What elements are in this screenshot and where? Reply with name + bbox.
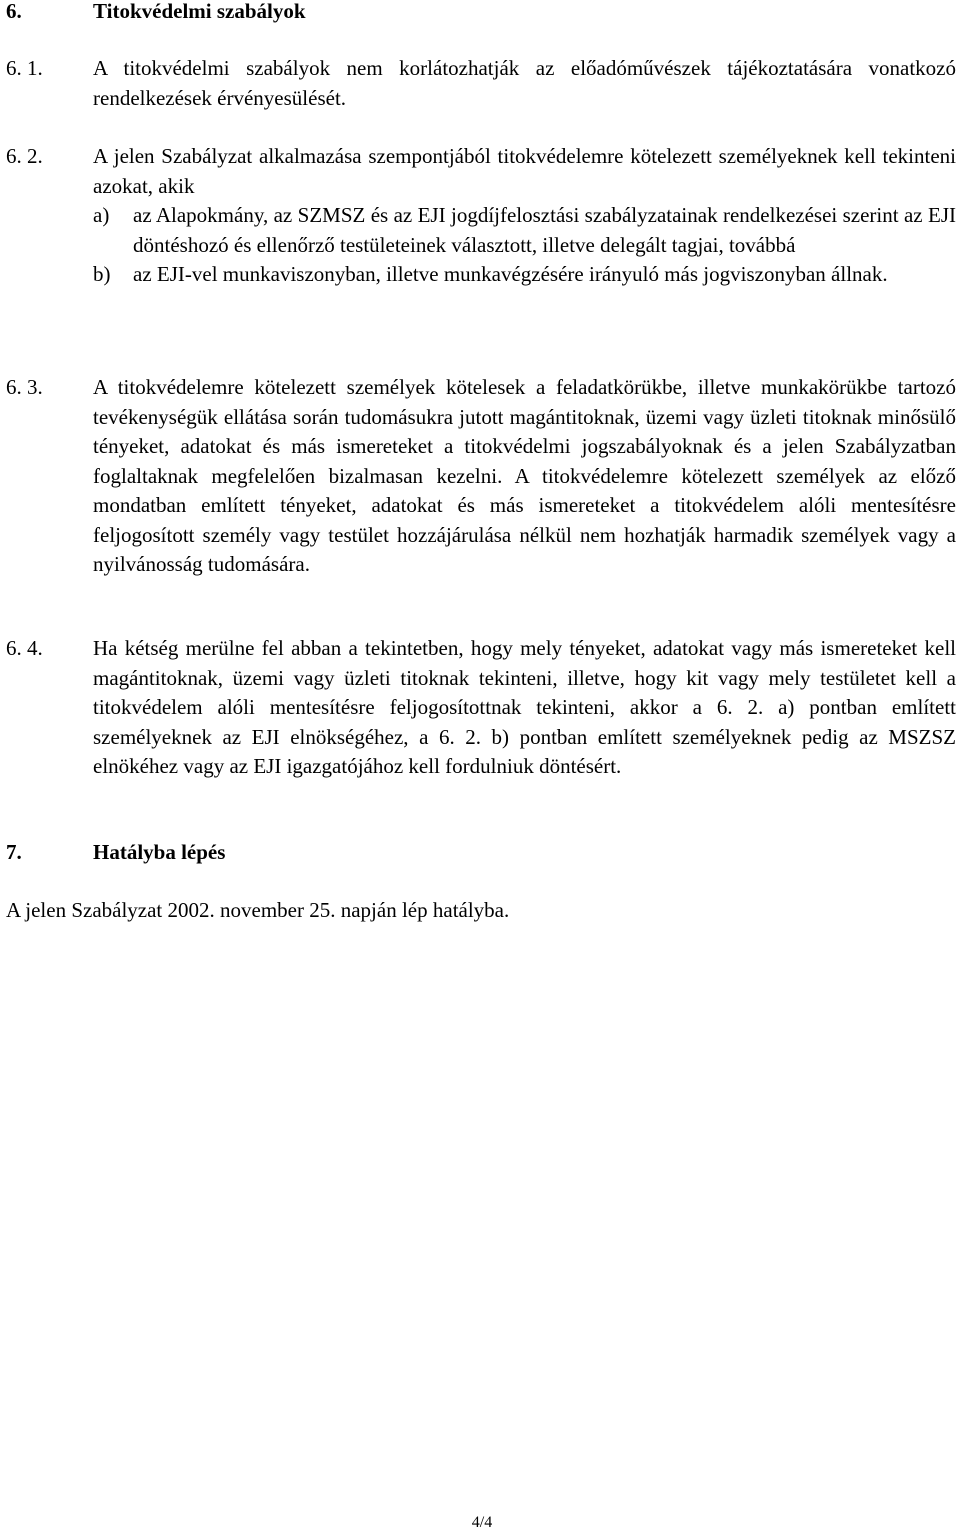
section-number: 6. — [6, 0, 22, 23]
list-item — [93, 260, 956, 290]
section-number: 7. — [6, 840, 22, 864]
list-item-text: az Alapokmány, az SZMSZ és az EJI jogdíjfelosztási szabályzatainak rendelkezései szerint az EJI döntéshozó és ellenőrző testületeinek választott, illetve delegált tagjai, továbbá — [133, 203, 956, 257]
paragraph-number: 6. 1. — [6, 56, 43, 80]
effective-date-text: A jelen Szabályzat 2002. november 25. napján lép hatályba. — [6, 898, 510, 922]
paragraph-text: Ha kétség merülne fel abban a tekintetben, hogy mely tényeket, adatokat vagy más ismereteket kell magántitoknak, üzemi vagy üzleti titoknak tekinteni, illetve, hogy kit vagy mely testületet kell a titokvédelem alóli mentesítésre feljogosítottnak tekinteni, akkor a 6. 2. a) pontban említett személyeknek az EJI elnökségéhez, a 6. 2. b) pontban említett személyeknek pedig az MSZSZ elnökéhez vagy az EJI igazgatójához kell fordulniuk döntésért. — [93, 636, 956, 778]
list-marker: a) — [93, 203, 110, 227]
paragraph-text: A titokvédelmi szabályok nem korlátozhatják az előadóművészek tájékoztatására vonatkozó rendelkezések érvényesülését. — [93, 56, 956, 110]
person-list — [93, 201, 956, 290]
list-item — [93, 201, 956, 260]
page-number-text: 4/4 — [471, 1514, 493, 1531]
paragraph-6-2 — [6, 142, 956, 290]
list-item-text: az EJI-vel munkaviszonyban, illetve munkavégzésére irányuló más jogviszonyban állnak. — [133, 262, 888, 286]
list-marker: b) — [93, 262, 111, 286]
paragraph-number: 6. 4. — [6, 636, 43, 660]
paragraph-6-3 — [6, 373, 956, 580]
paragraph-text: A jelen Szabályzat alkalmazása szempontjából titokvédelemre kötelezett személyeknek kell tekinteni azokat, akik — [93, 144, 956, 198]
paragraph-6-4 — [6, 634, 956, 782]
page-number — [0, 1513, 960, 1533]
section-title: Titokvédelmi szabályok — [93, 0, 306, 23]
paragraph-6-1 — [6, 54, 956, 113]
paragraph-number: 6. 2. — [6, 144, 43, 168]
paragraph-number: 6. 3. — [6, 375, 43, 399]
paragraph-text: A titokvédelemre kötelezett személyek kötelesek a feladatkörükbe, illetve munkakörükbe tartozó tevékenységük ellátása során tudomásukra jutott magántitoknak, üzemi vagy üzleti titoknak minősülő tényeket, adatokat és más ismereteket a titokvédelmi jogszabályoknak és a jelen Szabályzatban foglaltaknak megfelelően bizalmasan kezelni. A titokvédelemre kötelezett személyek az előző mondatban említett tényeket, adatokat és más ismereteket a titokvédelem alóli mentesítésre feljogosított személy vagy testület hozzájárulása nélkül nem hozhatják harmadik személyek vagy a nyilvánosság tudomására. — [93, 375, 956, 576]
section-title: Hatályba lépés — [93, 840, 226, 864]
